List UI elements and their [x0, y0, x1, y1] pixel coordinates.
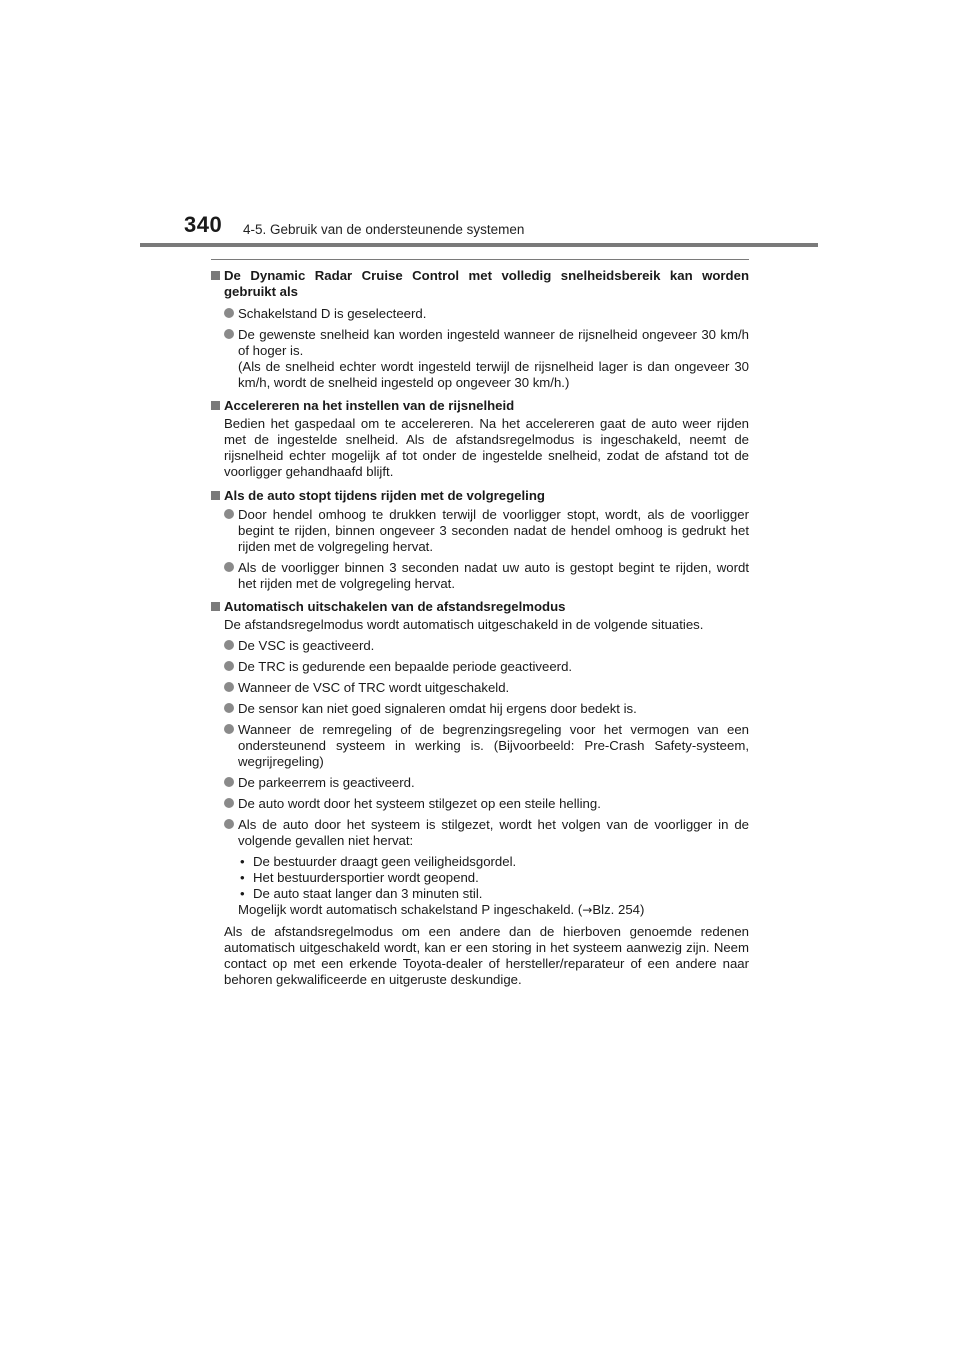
list-item [211, 327, 749, 391]
list-item-text: Als de auto door het systeem is stilgezet, wordt het volgen van de voorligger in de volgende gevallen niet hervat: [238, 817, 749, 848]
section-heading [211, 268, 749, 300]
circle-bullet-icon [224, 308, 234, 318]
list-item [211, 701, 749, 717]
circle-bullet-icon [224, 661, 234, 671]
list-item-text: De parkeerrem is geactiveerd. [238, 775, 415, 790]
list-item-text: Wanneer de VSC of TRC wordt uitgeschakeld. [238, 680, 510, 695]
square-bullet-icon [211, 271, 220, 280]
list-item-text: De TRC is gedurende een bepaalde periode geactiveerd. [238, 659, 573, 674]
circle-bullet-icon [224, 703, 234, 713]
list-item-text: Schakelstand D is geselecteerd. [238, 306, 427, 321]
circle-bullet-icon [224, 640, 234, 650]
square-bullet-icon [211, 602, 220, 611]
sub-list-item: • De auto staat langer dan 3 minuten stil. [240, 886, 483, 901]
list-item [211, 560, 749, 592]
circle-bullet-icon [224, 798, 234, 808]
list-item-note: (Als de snelheid echter wordt ingesteld terwijl de rijsnelheid lager is dan ongeveer 30 km/h, wordt de snelheid ingesteld op ongeveer 30 km/h.) [238, 359, 749, 390]
sub-list-item: • Het bestuurdersportier wordt geopend. [240, 870, 479, 885]
heading-text: Accelereren na het instellen van de rijsnelheid [224, 398, 515, 413]
circle-bullet-icon [224, 682, 234, 692]
note-text: Mogelijk wordt automatisch schakelstand P ingeschakeld. ( [238, 902, 583, 917]
square-bullet-icon [211, 491, 220, 500]
content-top-rule [211, 259, 749, 260]
heading-text: Automatisch uitschakelen van de afstandsregelmodus [224, 599, 566, 614]
list-item [211, 796, 749, 812]
circle-bullet-icon [224, 777, 234, 787]
circle-bullet-icon [224, 724, 234, 734]
list-item [211, 659, 749, 675]
sub-list-item: • De bestuurder draagt geen veiligheidsgordel. [240, 854, 517, 869]
list-item [211, 775, 749, 791]
list-item [211, 722, 749, 770]
page-content [211, 268, 749, 994]
paragraph: Bedien het gaspedaal om te accelereren. Na het accelereren gaat de auto weer rijden met de ingestelde snelheid. Als de afstandsregelmodus is ingeschakeld, neemt de rijsnelheid echter mogelijk af tot onder de ingestelde snelheid, zodat de afstand tot de voorligger gehandhaafd blijft. [224, 416, 749, 479]
circle-bullet-icon [224, 819, 234, 829]
paragraph: De afstandsregelmodus wordt automatisch uitgeschakeld in de volgende situaties. [224, 617, 704, 632]
list-item-text: Door hendel omhoog te drukken terwijl de voorligger stopt, wordt, als de voorligger begint te rijden, binnen ongeveer 3 seconden nadat de hendel omhoog is gedrukt het rijden met de volgregeling hervat. [238, 507, 749, 554]
list-item-text: De sensor kan niet goed signaleren omdat hij ergens door bedekt is. [238, 701, 637, 716]
circle-bullet-icon [224, 509, 234, 519]
heading-text: De Dynamic Radar Cruise Control met volledig snelheidsbereik kan worden gebruikt als [224, 268, 749, 299]
sub-list-item-text: De auto staat langer dan 3 minuten stil. [253, 886, 483, 901]
page-number: 340 [184, 212, 223, 237]
list-item-text: De VSC is geactiveerd. [238, 638, 375, 653]
list-item-text: De gewenste snelheid kan worden ingesteld wanneer de rijsnelheid ongeveer 30 km/h of hoger is. [238, 327, 749, 358]
circle-bullet-icon [224, 562, 234, 572]
list-item-text: Als de voorligger binnen 3 seconden nadat uw auto is gestopt begint te rijden, wordt het rijden met de volgregeling hervat. [238, 560, 749, 591]
circle-bullet-icon [224, 329, 234, 339]
sub-list-item-text: Het bestuurdersportier wordt geopend. [253, 870, 479, 885]
list-item [211, 306, 749, 322]
section-heading [211, 488, 749, 504]
section-heading [211, 599, 749, 615]
section-title: 4-5. Gebruik van de ondersteunende systemen [243, 222, 525, 237]
list-item [211, 817, 749, 849]
heading-text: Als de auto stopt tijdens rijden met de volgregeling [224, 488, 545, 503]
list-item [211, 507, 749, 555]
list-item-text: Wanneer de remregeling of de begrenzingsregeling voor het vermogen van een ondersteunend systeem in werking is. (Bijvoorbeeld: Pre-Crash Safety-systeem, wegrijregeling) [238, 722, 749, 769]
list-item [211, 680, 749, 696]
section-heading [211, 398, 749, 414]
page-reference-note [211, 902, 749, 918]
list-item-text: De auto wordt door het systeem stilgezet op een steile helling. [238, 796, 601, 811]
arrow-right-icon: → [582, 903, 593, 917]
closing-paragraph: Als de afstandsregelmodus om een andere dan de hierboven genoemde redenen automatisch uitgeschakeld wordt, kan er een storing in het systeem aanwezig zijn. Neem contact op met een erkende Toyota-dealer of hersteller/reparateur of een andere naar behoren gekwalificeerde en uitgeruste deskundige. [224, 924, 749, 987]
list-item [211, 638, 749, 654]
square-bullet-icon [211, 401, 220, 410]
page-reference-link[interactable]: Blz. 254) [592, 902, 645, 917]
sub-list-item-text: De bestuurder draagt geen veiligheidsgordel. [253, 854, 517, 869]
header-rule [140, 243, 818, 247]
